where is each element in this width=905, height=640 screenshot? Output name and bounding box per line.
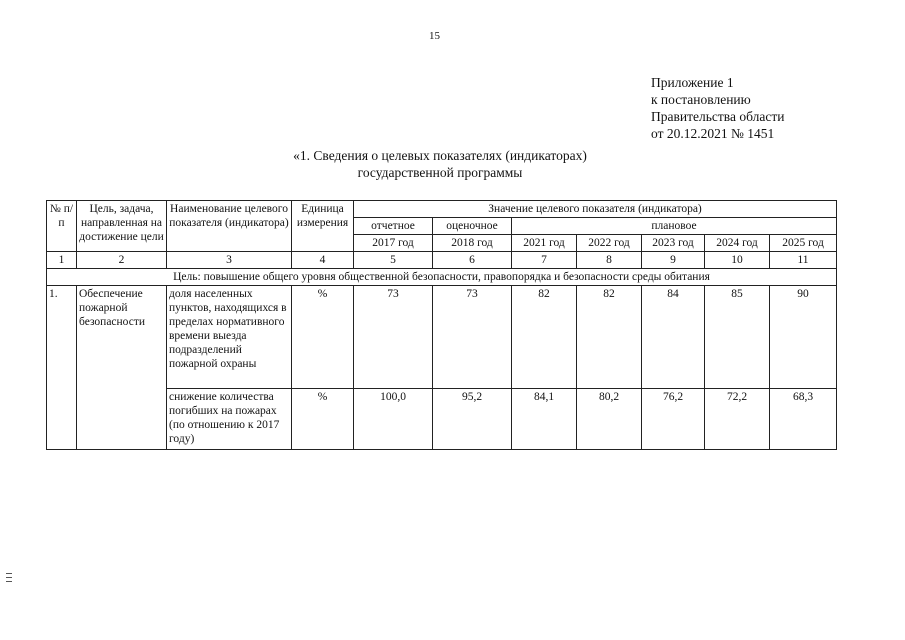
value-cell: 73 bbox=[354, 286, 433, 389]
column-number: 2 bbox=[77, 252, 167, 269]
indicators-table bbox=[46, 200, 837, 450]
column-number: 8 bbox=[577, 252, 642, 269]
column-numbers-row bbox=[47, 252, 837, 269]
indicator-cell: доля населенных пунктов, находящихся в пределах нормативного времени выезда подразделений пожарной охраны bbox=[167, 286, 292, 389]
column-number: 7 bbox=[512, 252, 577, 269]
value-cell: 80,2 bbox=[577, 389, 642, 450]
section-title bbox=[180, 147, 700, 181]
header-year: 2022 год bbox=[577, 235, 642, 252]
value-cell: 82 bbox=[577, 286, 642, 389]
header-year: 2023 год bbox=[642, 235, 705, 252]
header-row bbox=[47, 201, 837, 218]
header-year: 2024 год bbox=[705, 235, 770, 252]
value-cell: 72,2 bbox=[705, 389, 770, 450]
appendix-line: Правительства области bbox=[651, 109, 785, 124]
scan-edge-mark bbox=[6, 581, 12, 582]
scan-edge-mark bbox=[6, 577, 12, 578]
task-cell: Обеспечение пожарной безопасности bbox=[77, 286, 167, 450]
header-year: 2021 год bbox=[512, 235, 577, 252]
value-cell: 90 bbox=[770, 286, 837, 389]
column-number: 4 bbox=[292, 252, 354, 269]
column-number: 3 bbox=[167, 252, 292, 269]
header-planned: плановое bbox=[512, 218, 837, 235]
header-value-group: Значение целевого показателя (индикатора) bbox=[354, 201, 837, 218]
header-year: 2025 год bbox=[770, 235, 837, 252]
header-estimated: оценочное bbox=[433, 218, 512, 235]
header-reported: отчетное bbox=[354, 218, 433, 235]
header-indicator: Наименование целевого показателя (индикатора) bbox=[167, 201, 292, 252]
goal-statement: Цель: повышение общего уровня общественной безопасности, правопорядка и безопасности среды обитания bbox=[47, 269, 837, 286]
table-row bbox=[47, 286, 837, 389]
value-cell: 84 bbox=[642, 286, 705, 389]
value-cell: 82 bbox=[512, 286, 577, 389]
appendix-line: Приложение 1 bbox=[651, 75, 734, 90]
indicator-cell: снижение количества погибших на пожарах (по отношению к 2017 году) bbox=[167, 389, 292, 450]
title-line: «1. Сведения о целевых показателях (индикаторах) bbox=[293, 148, 587, 163]
column-number: 6 bbox=[433, 252, 512, 269]
column-number: 1 bbox=[47, 252, 77, 269]
column-number: 5 bbox=[354, 252, 433, 269]
value-cell: 68,3 bbox=[770, 389, 837, 450]
row-num: 1. bbox=[47, 286, 77, 450]
column-number: 9 bbox=[642, 252, 705, 269]
column-number: 10 bbox=[705, 252, 770, 269]
header-goal: Цель, задача, направленная на достижение цели bbox=[77, 201, 167, 252]
page-number: 15 bbox=[429, 30, 440, 42]
title-line: государственной программы bbox=[357, 165, 523, 180]
header-year: 2018 год bbox=[433, 235, 512, 252]
value-cell: 84,1 bbox=[512, 389, 577, 450]
header-unit: Единица измерения bbox=[292, 201, 354, 252]
unit-cell: % bbox=[292, 286, 354, 389]
column-number: 11 bbox=[770, 252, 837, 269]
appendix-line: к постановлению bbox=[651, 92, 751, 107]
appendix-reference bbox=[651, 74, 784, 142]
value-cell: 95,2 bbox=[433, 389, 512, 450]
value-cell: 100,0 bbox=[354, 389, 433, 450]
goal-row bbox=[47, 269, 837, 286]
header-num: № п/п bbox=[47, 201, 77, 252]
value-cell: 85 bbox=[705, 286, 770, 389]
header-year: 2017 год bbox=[354, 235, 433, 252]
unit-cell: % bbox=[292, 389, 354, 450]
value-cell: 76,2 bbox=[642, 389, 705, 450]
scan-edge-mark bbox=[6, 573, 12, 574]
appendix-line: от 20.12.2021 № 1451 bbox=[651, 126, 775, 141]
value-cell: 73 bbox=[433, 286, 512, 389]
